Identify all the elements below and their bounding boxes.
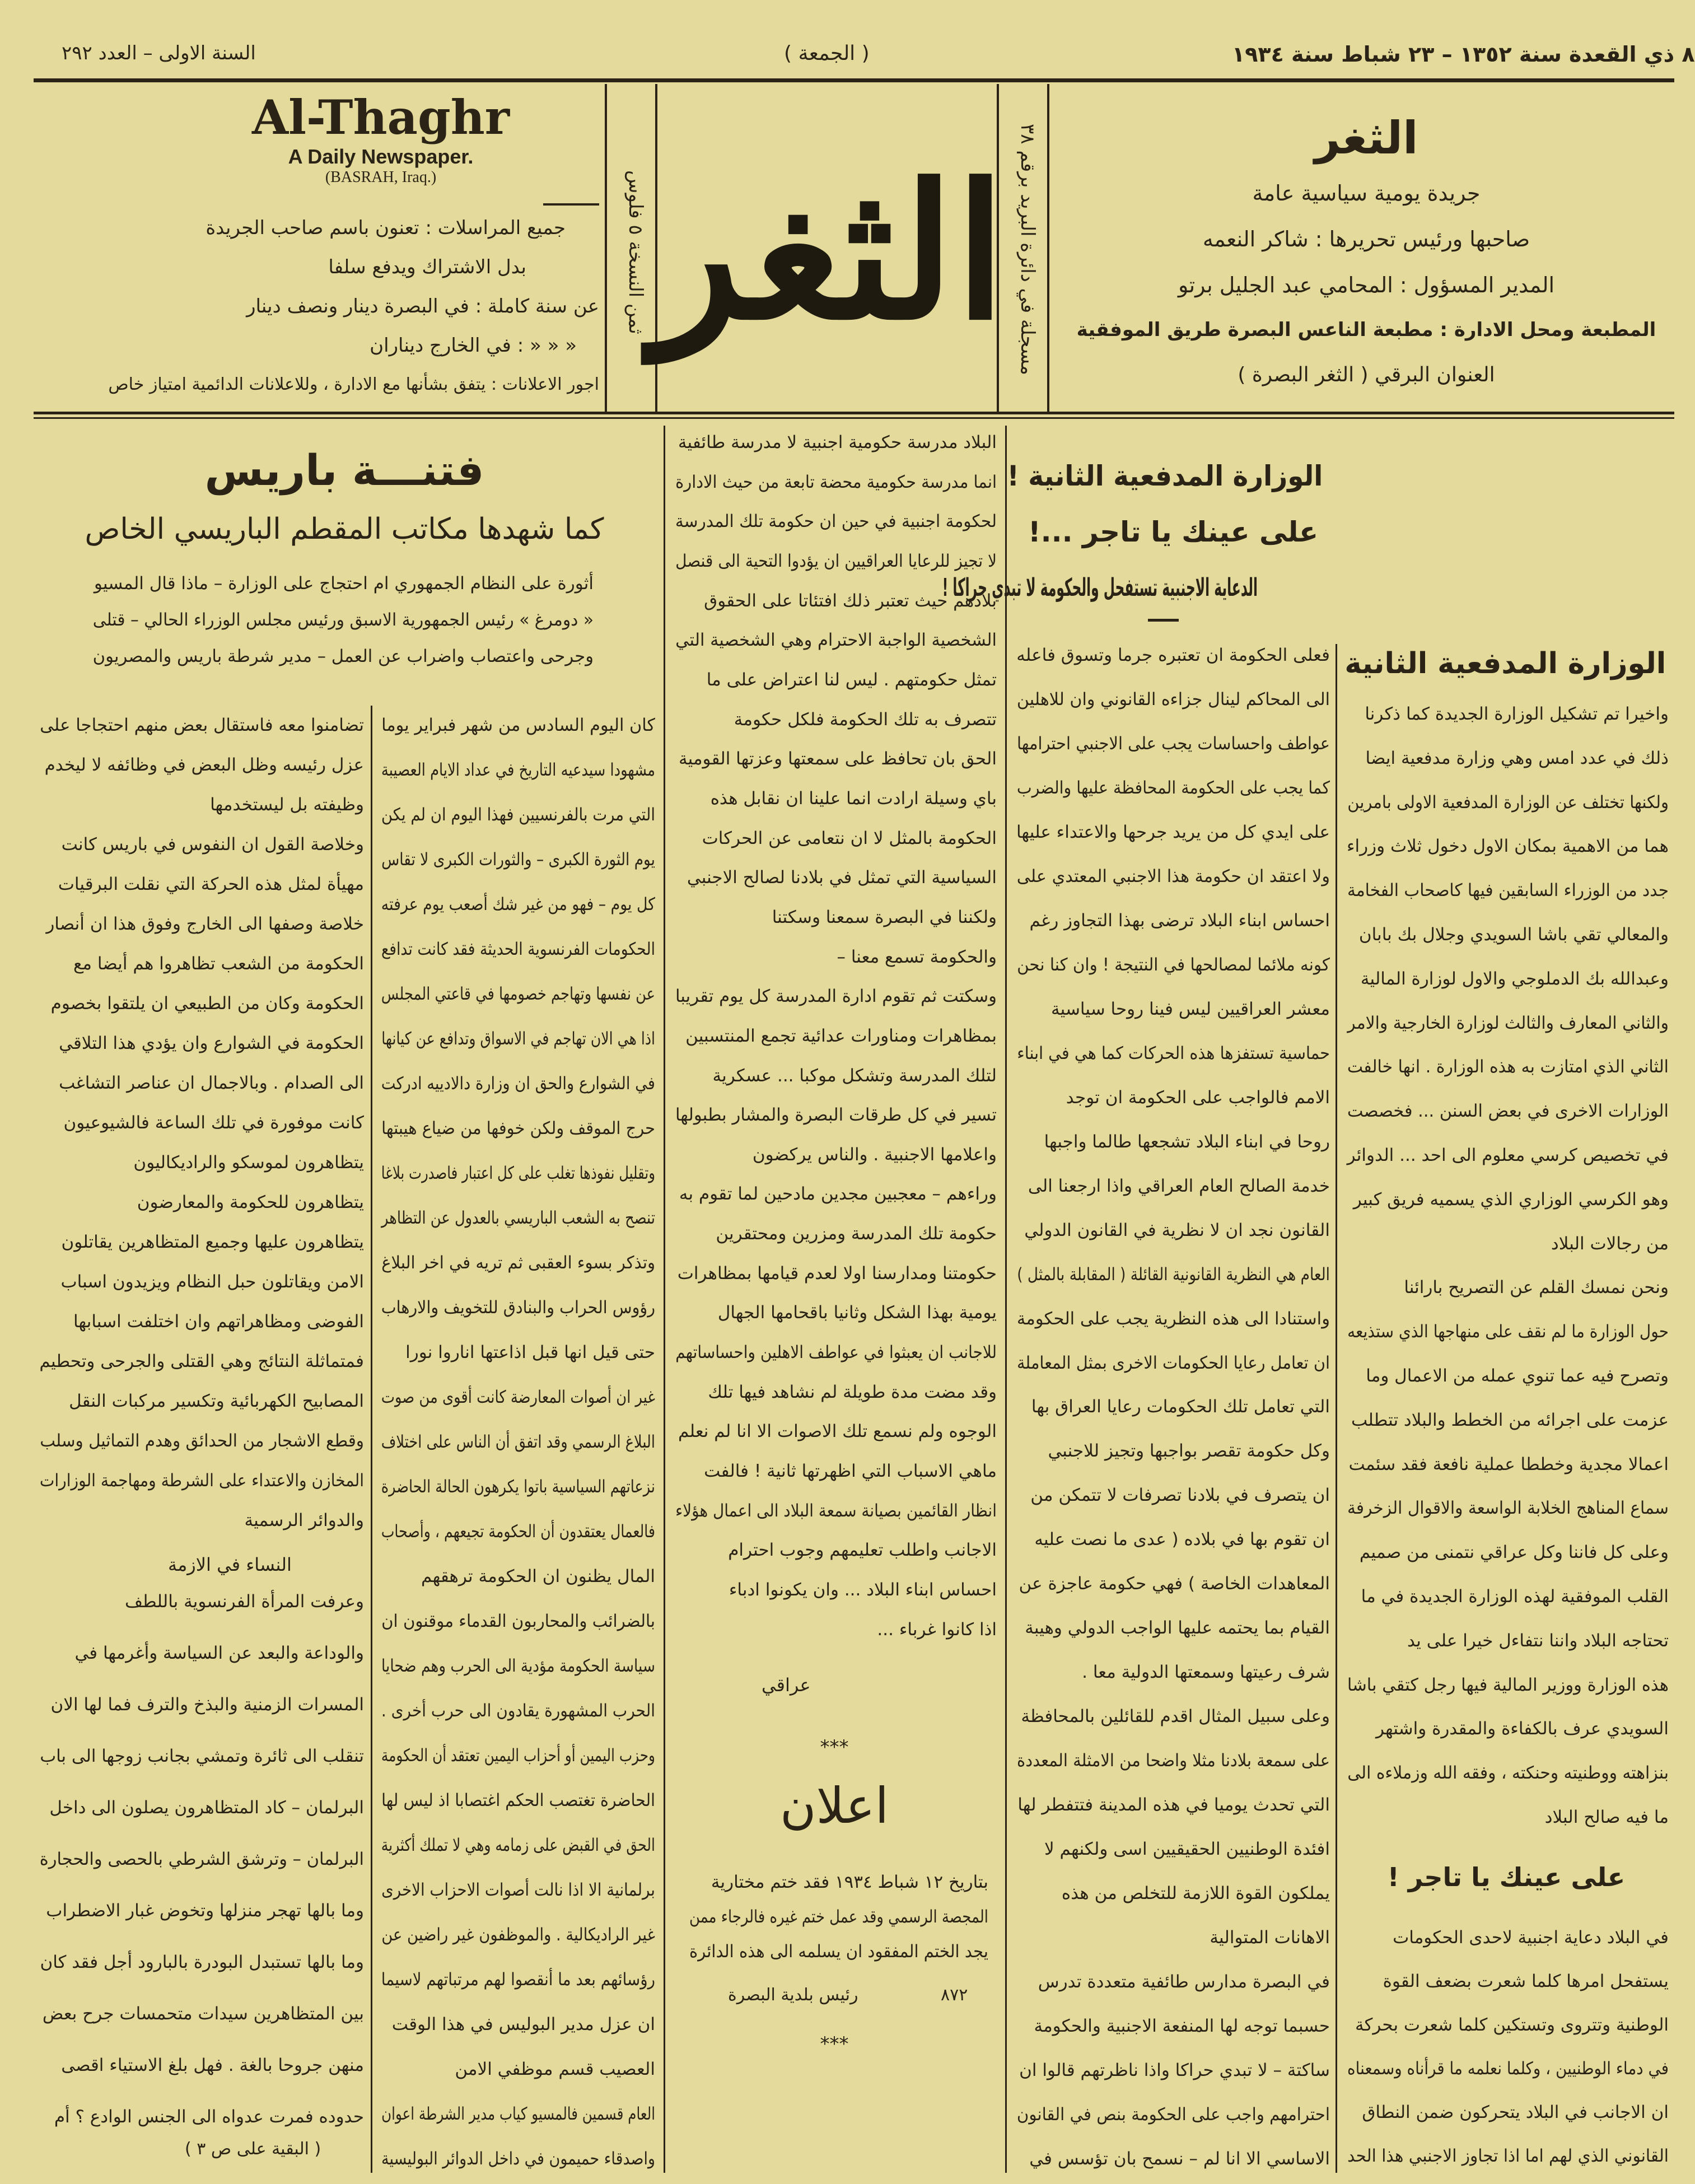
text-line: احساس ابناء البلاد ترضى بهذا التجاوز رغم (1029, 910, 1330, 931)
text-line: الى الصدام . وبالاجمال ان عناصر التشاغب (59, 1073, 364, 1093)
text-line: تتصرف به تلك الحكومة فلكل حكومة (734, 709, 997, 730)
text-line: تنصح به الشعب الباريسي بالعدول عن التظاهر (381, 1208, 655, 1228)
text-line: بين المتظاهرين سيدات متحمسات جرح بعض (42, 2004, 364, 2024)
text-line: على ايدي كل من يريد جرحها والاعتداء عليها (1016, 822, 1330, 842)
text-line: معشر العراقيين ليس فينا روحا سياسية (1050, 998, 1330, 1019)
text-line: كان اليوم السادس من شهر فبراير يوما (381, 715, 655, 735)
text-line: والمعالي تقي باشا السويدي وجلال بك بابان (1358, 924, 1669, 945)
text-line: لتلك المدرسة وتشكل موكبا ... عسكرية (712, 1065, 997, 1086)
text-line: وراءهم – معجبين مجدين مادحين لما تقوم به (679, 1184, 997, 1205)
newspaper-logo: الثغر (651, 143, 1006, 361)
text-line: كما يجب على الحكومة المحافظة عليها والضرب (1016, 777, 1330, 798)
masthead-divider (1047, 84, 1049, 414)
ad-line: يجد الختم المفقود ان يسلمه الى هذه الدائرة (689, 1942, 988, 1962)
text-line: حتى قيل انها قبل اذاعتها اناروا نورا (405, 1342, 655, 1362)
top-rule (34, 78, 1674, 82)
text-line: وسكتت ثم تقوم ادارة المدرسة كل يوم تقريبا (675, 986, 997, 1007)
text-line: ان تعامل رعايا الحكومات الاخرى بمثل المعاملة (1016, 1352, 1330, 1373)
text-line: العام قسمين فالمسيو كياب مدير الشرطة اعوان (381, 2104, 655, 2124)
text-line: وعلى سبيل المثال اقدم للقائلين بالمحافظة (1021, 1706, 1330, 1727)
text-line: البرلمان – كاد المتظاهرون يصلون الى داخل (49, 1798, 364, 1818)
text-line: ان تقوم بها في بلاده ( عدى ما نصت عليه (1034, 1529, 1330, 1550)
column-divider (371, 706, 372, 2173)
text-line: يتظاهرون عليها وجميع المتظاهرين يقاتلون (61, 1232, 364, 1252)
paris-deck (90, 566, 594, 675)
text-line: حدوده فمرت عدواه الى الجنس الوادع ؟ أم (54, 2107, 364, 2127)
lead-headline: الدعاية الاجنبية تستفحل والحكومة لا تبدي حراكا ! (942, 573, 1258, 602)
text-line: الحاضرة تغتصب الحكم اغتصابا اذ ليس لها (381, 1790, 655, 1810)
text-line: فالعمال يعتقدون أن الحكومة تجيعهم ، وأصحاب (381, 1522, 655, 1542)
text-line: مهيأة لمثل هذه الحركة التي نقلت البرقيات (58, 874, 364, 894)
text-line: منهن جروحا بالغة . فهل بلغ الاستياء اقصى (61, 2055, 364, 2075)
text-line: وخلاصة القول ان النفوس في باريس كانت (61, 834, 364, 855)
masthead-info: اجور الاعلانات : يتفق بشأنها مع الادارة ، وللاعلانات الدائمية امتياز خاص (108, 375, 599, 394)
text-line: العام هي النظرية القانونية القائلة ( المقابلة بالمثل ) (1017, 1264, 1330, 1285)
price-strip: ثمن النسخة ٥ فلوس (624, 170, 647, 334)
text-line: غير ان أصوات المعارضة كانت أقوى من صوت (381, 1387, 655, 1407)
text-line: تسير في كل طرقات البصرة والمشار بطبولها (675, 1105, 997, 1126)
text-line: غير الراديكالية . والموظفون غير راضين عن (381, 1925, 655, 1945)
text-line: واخيرا تم تشكيل الوزارة الجديدة كما ذكرنا (1365, 704, 1669, 724)
text-line: المسرات الزمنية والبذخ والترف فما لها الان (50, 1695, 364, 1715)
text-line: عن نفسها وتهاجم خصومها في قاعتي المجلس (381, 984, 655, 1004)
text-line: الامم فالواجب على الحكومة ان توجد (1066, 1087, 1330, 1108)
text-line: حماسية تستفزها هذه الحركات كما هي في ابناء (1017, 1043, 1330, 1063)
text-line: المصابيح الكهربائية وتكسير مركبات النقل (69, 1391, 364, 1411)
masthead-divider (605, 84, 607, 414)
text-line: وظيفته بل ليستخدمها (210, 795, 364, 815)
text-line: وقطع الاشجار من الحدائق وهدم التماثيل وسلب (40, 1431, 364, 1451)
text-line: باي وسيلة ارادت انما علينا ان نقابل هذه (710, 788, 997, 809)
text-line: ماهي الاسباب التي اظهرتها ثانية ! فالفت (704, 1461, 997, 1482)
text-line: القانوني الذي لهم اما اذا تجاوز الاجنبي هذا الحد (1347, 2146, 1669, 2166)
text-line: والدوائر الرسمية (244, 1510, 364, 1530)
text-line: وحزب اليمين أو أحزاب اليمين تعتقد أن الحكومة (381, 1746, 655, 1766)
text-line: والثاني المعارف والثالث لوزارة الخارجية والامر (1347, 1012, 1669, 1033)
registration-strip: مسجلة في دائرة البريد برقم ٣٨ (1016, 123, 1039, 375)
text-line: افئدة الوطنيين الحقيقيين اسى ولكنهم لا (1044, 1839, 1330, 1860)
text-line: يوم الثورة الكبرى – والثورات الكبرى لا تقاس (381, 850, 655, 870)
text-line: اعمالا مجدية وخططا عملية نافعة فقد سئمت (1348, 1454, 1669, 1474)
text-line: في دماء الوطنيين ، وكلما نعلمه ما قرأناه وسمعناه (1347, 2059, 1669, 2079)
column-divider (1005, 426, 1007, 2173)
issue-date: ٨ ذي القعدة سنة ١٣٥٢ – ٢٣ شباط سنة ١٩٣٤ (1232, 42, 1695, 67)
deck-line: أثورة على النظام الجمهوري ام احتجاج على الوزارة – ماذا قال المسيو (94, 573, 594, 594)
text-line: بالضرائب والمحاربون القدماء موقنون ان (381, 1611, 655, 1631)
masthead-subtitle-en: A Daily Newspaper. (288, 145, 474, 168)
text-line: نزعاتهم السياسية باتوا يكرهون الحالة الحاضرة (381, 1477, 655, 1497)
text-line: وعبدالله بك الدملوجي والاول لوزارة المالية (1360, 968, 1669, 989)
text-line: المخازن والاعتداء على الشرطة ومهاجمة الوزارات (39, 1471, 364, 1491)
text-line: بمظاهرات ومناورات عدائية تجمع المنتسبين (685, 1025, 997, 1046)
text-line: الوزارات الاخرى في بعض السنن ... فخصصت (1347, 1101, 1669, 1122)
text-line: الوجوه ولم نسمع تلك الاصوات الا انا لم نعلم (678, 1421, 997, 1442)
column-divider (1336, 644, 1337, 2173)
text-line: خدمة الصالح العام العراقي واذا ارجعنا الى (1028, 1175, 1330, 1196)
text-line: عواطف واحساسات يجب على الاجنبي احترامها (1016, 733, 1330, 754)
text-line: حكومتنا ومدارسنا اولا لعدم قيامها بمظاهرات (677, 1263, 997, 1284)
deck-line: وجرحى واعتصاب واضراب عن العمل – مدير شرطة باريس والمصريون (92, 646, 594, 666)
masthead-info: عن سنة كاملة : في البصرة دينار ونصف دينار (246, 295, 599, 318)
paris-subtitle: كما شهدها مكاتب المقطم الباريسي الخاص (85, 512, 604, 546)
ad-line: بتاريخ ١٢ شباط ١٩٣٤ فقد ختم مختارية (711, 1872, 988, 1892)
paris-title: فتنـــة باريس (204, 445, 484, 495)
text-line: الشخصية الواجبة الاحترام وهي الشخصية التي (675, 630, 997, 651)
text-line: ولا اعتقد ان حكومة هذا الاجنبي المعتدي على (1016, 866, 1330, 886)
text-line: عزمت على اجرائه من الخطط والبلاد تتطلب (1351, 1410, 1669, 1430)
text-line: وعرفت المرأة الفرنسوية باللطف (124, 1592, 364, 1612)
text-line: ساكتة – لا تبدي حراكا واذا ناظرتهم قالوا ان (1019, 2060, 1330, 2080)
text-line: حرج الموقف ولكن خوفها من ضياع هيبتها (381, 1118, 655, 1138)
lead-headlines (942, 448, 1333, 616)
text-line: الثاني الذي امتازت به هذه الوزارة . انها خالفت (1347, 1057, 1669, 1077)
text-line: كونه ملائما لمصالحها في النتيجة ! وان كنا نحن (1017, 954, 1330, 975)
column-divider (664, 426, 665, 2173)
lead-headline: على عينك يا تاجر ...! (1028, 516, 1319, 548)
masthead-dash (543, 203, 599, 206)
text-line: هذه الوزارة ووزير المالية فيها رجل كتقي باشا (1347, 1674, 1669, 1695)
deck-line: « دومرغ » رئيس الجمهورية الاسبق ورئيس مجلس الوزراء الحالي – قتلى (92, 610, 594, 630)
text-line: في البصرة مدارس طائفية متعددة تدرس (1038, 1972, 1330, 1992)
text-line: القانون نجد ان لا نظرية في القانون الدولي (1024, 1220, 1330, 1240)
text-line: سياسة الحكومة مؤدية الى الحرب وهم ضحايا (381, 1656, 655, 1676)
text-line: الحرب المشهورة يقادون الى حرب أخرى . (381, 1701, 655, 1721)
text-line: يستفحل امرها كلما شعرت بضعف القوة (1383, 1971, 1669, 1991)
text-line: الحكومات الفرنسوية الحديثة فقد كانت تدافع (381, 939, 655, 959)
text-line: تمثل حكومتهم . ليس لنا اعتراض على ما (706, 669, 997, 690)
text-line: لا تجيز للرعايا العراقيين ان يؤدوا التحية الى قنصل (675, 550, 997, 571)
ad-number: ٨٧٢ (941, 1985, 968, 2005)
text-line: ان الاجانب في البلاد يتحركون ضمن النطاق (1362, 2102, 1669, 2122)
text-line: الى المحاكم لينال جزاءه القانوني وان للاهلين (1016, 689, 1330, 710)
text-line: تنقلب الى ثائرة وتمشي بجانب زوجها الى باب (40, 1746, 365, 1766)
ad-body (686, 1865, 988, 1969)
text-line: الحكومة وكان من الطبيعي ان يلتقوا بخصوم (50, 993, 364, 1014)
text-line: شرف رعيتها وسمعتها الدولية معا . (1082, 1662, 1330, 1683)
text-line: لحكومة اجنبية في حين ان حكومة تلك المدرسة (675, 511, 997, 532)
text-line: في الشوارع والحق ان وزارة دالادييه ادركت (381, 1074, 655, 1094)
article-heading: الوزارة المدفعية الثانية (1344, 647, 1666, 680)
ad-signer: رئيس بلدية البصرة (728, 1985, 858, 2005)
text-line: وما بالها تستبدل البودرة بالبارود أجل فقد كان (40, 1952, 364, 1972)
masthead-info: المدير المسؤول : المحامي عبد الجليل برتو (1178, 273, 1555, 297)
text-line: وما بالها تهجر منزلها وتخوض غبار الاضطراب (46, 1901, 364, 1921)
text-line: على سمعة بلادنا مثلا واضحا من الامثلة المعددة (1017, 1751, 1330, 1771)
text-line: ولكننا في البصرة سمعنا وسكتنا (772, 907, 997, 927)
text-line: من رجالات البلاد (1551, 1233, 1669, 1254)
text-line: هما من الاهمية بمكان الاول دخول ثلاث وزراء (1346, 836, 1669, 857)
ad-line: المجصة الرسمي وقد عمل ختم غيره فالرجاء ممن (689, 1907, 988, 1927)
text-line: واستنادا الى هذه النظرية يجب على الحكومة (1016, 1308, 1330, 1329)
text-line: الفوضى ومظاهراتهم وان اختلفت اسبابها (73, 1312, 364, 1332)
article-body (672, 431, 997, 1641)
text-line: التي تعامل تلك الحكومات رعايا العراق بها (1031, 1397, 1330, 1417)
text-line: كل يوم – فهو من غير شك أصعب يوم عرفته (381, 894, 655, 914)
text-line: رؤوس الحراب والبنادق للتخويف والارهاب (381, 1298, 655, 1318)
masthead-title-en: Al-Thaghr (251, 90, 510, 145)
issue-number: السنة الاولى – العدد ٢٩٢ (62, 42, 256, 64)
text-line: التي مرت بالفرنسيين فهذا اليوم ان لم يكن (381, 805, 655, 825)
text-line: وهو الكرسي الوزاري الذي يسميه فريق كبير (1353, 1189, 1669, 1210)
article-heading: على عينك يا تاجر ! (1387, 1862, 1626, 1892)
article-body (378, 714, 655, 2170)
masthead-info: العنوان البرقي ( الثغر البصرة ) (1238, 363, 1495, 386)
text-line: احترامهم واجب على الحكومة بنص في القانون (1016, 2104, 1330, 2125)
text-line: اذا كانوا غرباء ... (877, 1619, 997, 1640)
text-line: السياسية التي تمثل في بلادنا لصالح الاجنبي (687, 867, 997, 888)
text-line: سماع المناهج الخلابة الواسعة والاقوال الزخرفة (1347, 1498, 1669, 1519)
text-line: في تخصيص كرسي معلوم الى احد ... الدوائر (1347, 1145, 1669, 1165)
text-line: التي تحدث يوميا في هذه المدينة فتتفطر لها (1017, 1795, 1330, 1816)
ad-stars: *** (820, 2033, 849, 2055)
text-line: السويدي عرف بالكفاءة والمقدرة واشتهر (1375, 1719, 1669, 1739)
text-line: الوطنية وتتروى وتستكين كلما شعرت بحركة (1355, 2015, 1669, 2035)
text-line: حكومة تلك المدرسة ومزرين ومحتقرين (716, 1224, 997, 1244)
text-line: كانت موفورة في تلك الساعة فالشيوعيون (63, 1113, 364, 1133)
masthead-info: المطبعة ومحل الادارة : مطبعة الناعس البصرة طريق الموفقية (1076, 319, 1656, 341)
text-line: تحتاجه البلاد واننا نتفاءل خيرا على يد (1407, 1630, 1669, 1651)
text-line: وقد مضت مدة طويلة لم نشاهد فيها تلك (708, 1382, 997, 1402)
text-line: في البلاد دعاية اجنبية لاحدى الحكومات (1393, 1928, 1669, 1948)
text-line: يومية بهذا الشكل وثانيا باقحامها الجهال (717, 1303, 997, 1323)
article-signature: عراقي (762, 1674, 811, 1696)
article-body (1344, 1926, 1669, 2167)
text-line: الحكومة بالمثل لا ان نتعامى عن الحركات (702, 828, 997, 848)
text-line: ولكنها تختلف عن الوزارة المدفعية الاولى بامرين (1347, 792, 1669, 813)
issue-day: ( الجمعة ) (784, 42, 870, 65)
text-line: ان يتصرف في بلادنا تصرفات لا تتمكن من (1030, 1485, 1330, 1506)
text-line: الامن ويقاتلون حبل النظام ويزيدون اسباب (60, 1272, 364, 1292)
masthead-title-ar: الثغر (1314, 112, 1418, 164)
text-line: رؤسائهم بعد ما أنقصوا لهم مرتباتهم لاسيما (381, 1970, 655, 1990)
text-line: اذا هي الان تهاجم في الاسواق وتدافع عن كيانها (381, 1029, 655, 1049)
text-line: يملكون القوة اللازمة للتخلص من هذه (1061, 1883, 1330, 1904)
text-line: وكل حكومة تقصر بواجبها وتجيز للاجنبي (1048, 1441, 1330, 1462)
masthead-info: جريدة يومية سياسية عامة (1252, 181, 1481, 206)
text-line: ذلك في عدد امس وهي وزارة مدفعية ايضا (1365, 748, 1669, 768)
headline-dash (1148, 619, 1179, 622)
text-line: وعلى كل فاننا وكل عراقي نتمنى من صميم (1359, 1542, 1669, 1563)
text-line: احساس ابناء البلاد ... وان يكونوا ادباء (729, 1580, 997, 1600)
text-line: روحا في ابناء البلاد تشجعها طالما واجبها (1044, 1131, 1330, 1152)
text-line: تضامنوا معه فاستقال بعض منهم احتجاجا على (40, 715, 365, 735)
text-line: الاجانب واطلب تعليمهم وجوب احترام (728, 1540, 997, 1561)
masthead-left (34, 90, 599, 396)
text-line: الحق بان تحافظ على سمعتها وعزتها القومية (678, 749, 997, 769)
text-line: بنزاهته ووطنيته وحنكته ، وفقه الله وزملاءه الى (1347, 1763, 1669, 1784)
text-line: وتذكر بسوء العقبى ثم تريه في اخر البلاغ (381, 1253, 655, 1273)
text-line: مشهودا سيدعيه التاريخ في عداد الايام العصيبة (381, 760, 655, 780)
text-line: العصيب قسم موظفي الامن (455, 2059, 655, 2079)
masthead-right (1058, 112, 1674, 386)
text-line: وتصرح فيه عما تنوي عمله من الاعمال وما (1366, 1365, 1669, 1386)
text-line: القيام بما يحتمه عليها الواجب الدولي وهيبة (1025, 1618, 1330, 1639)
masthead-rule (34, 412, 1674, 414)
ad-stars: *** (820, 1736, 849, 1758)
text-line: للاجانب ان يعبثوا في عواطف الاهلين واحساساتهم (675, 1342, 997, 1363)
text-line: يتظاهرون لموسكو والراديكاليون (133, 1152, 364, 1173)
article-body (36, 714, 364, 1532)
masthead-place-en: (BASRAH, Iraq.) (325, 169, 437, 186)
text-line: الاهانات المتوالية (1210, 1928, 1330, 1948)
article-body (1344, 703, 1669, 1828)
text-line: المال يظنون ان الحكومة ترهقهم (421, 1566, 655, 1586)
text-line: خلاصة وصفها الى الخارج وفوق هذا ان أنصار (46, 914, 364, 934)
article-body (1014, 644, 1330, 2170)
text-line: ان عزل مدير البوليس في هذا الوقت (391, 2014, 655, 2034)
text-line: والوداعة والبعد عن السياسة وأغرمها في (74, 1643, 364, 1663)
article-subheading: النساء في الازمة (168, 1554, 292, 1575)
lead-headline: الوزارة المدفعية الثانية ! (1007, 460, 1323, 492)
text-line: ما فيه صالح البلاد (1544, 1807, 1669, 1827)
text-line: الاساسي الا انا لم – نسمح بان تؤسس في (1029, 2148, 1330, 2169)
masthead-rule (34, 417, 1674, 419)
text-line: انما مدرسة حكومية محضة تابعة من حيث الادارة (675, 472, 997, 492)
masthead-info: جميع المراسلات : تعنون باسم صاحب الجريدة (206, 217, 566, 239)
text-line: القلب الموفقية لهذه الوزارة الجديدة في ما (1361, 1586, 1669, 1607)
text-line: وتقليل نفوذها تغلب على كل اعتبار فاصدرت بلاغا (381, 1163, 655, 1183)
article-body (36, 1590, 364, 2128)
text-line: الحكومة من الشعب تظاهروا هم أيضا مع (73, 954, 364, 974)
text-line: الحق في القبض على زمامه وهي لا تملك أكثرية (381, 1835, 655, 1855)
text-line: واعلامها الاجنبية . والناس يركضون (752, 1144, 997, 1165)
text-line: جدد من الوزراء السابقين فيها كاصحاب الفخامة (1347, 880, 1669, 901)
text-line: البلاغ الرسمي وقد اتفق أن الناس على اختلاف (381, 1432, 655, 1452)
text-line: فعلى الحكومة ان تعتبره جرما وتسوق فاعله (1016, 645, 1330, 665)
masthead-info: « « « : في الخارج ديناران (370, 334, 577, 357)
text-line: عزل رئيسه وظل البعض في وظائفه لا ليخدم (44, 755, 364, 775)
text-line: الحكومة في الشوارع وان يؤدي هذا التلاقي (59, 1033, 364, 1053)
text-line: حسبما توجه لها المنفعة الاجنبية والحكومة (1034, 2016, 1330, 2037)
text-line: انظار القائمين بصيانة سمعة البلاد الى اعمال هؤلاء (675, 1500, 997, 1521)
masthead-info: صاحبها ورئيس تحريرها : شاكر النعمه (1202, 227, 1530, 251)
ad-title: اعلان (779, 1777, 889, 1835)
text-line: برلمانية الا اذا نالت أصوات الاحزاب الاخرى (381, 1880, 655, 1900)
text-line: البلاد مدرسة حكومية اجنبية لا مدرسة طائفية (678, 432, 997, 452)
text-line: يتظاهرون للحكومة والمعارضون (137, 1192, 364, 1212)
text-line: البرلمان – وترشق الشرطي بالحصى والحجارة (39, 1849, 364, 1869)
text-line: ونحن نمسك القلم عن التصريح بارائنا (1404, 1277, 1669, 1298)
masthead-info: بدل الاشتراك ويدفع سلفا (328, 256, 526, 278)
text-line: فمتماثلة النتائج وهي القتلى والجرحى وتحطيم (39, 1351, 364, 1371)
text-line: بلادهم حيث تعتبر ذلك افتئاتا على الحقوق (704, 590, 997, 611)
text-line: حول الوزارة ما لم نقف على منهاجها الذي ستذيعه (1347, 1322, 1669, 1342)
text-line: والحكومة تسمع معنا – (837, 946, 997, 967)
text-line: المعاهدات الخاصة ) فهي حكومة عاجزة عن (1019, 1574, 1330, 1594)
continued-note: ( البقية على ص ٣ ) (185, 2139, 321, 2159)
text-line: واصدقاء حميمون في داخل الدوائر البوليسية (381, 2149, 655, 2169)
